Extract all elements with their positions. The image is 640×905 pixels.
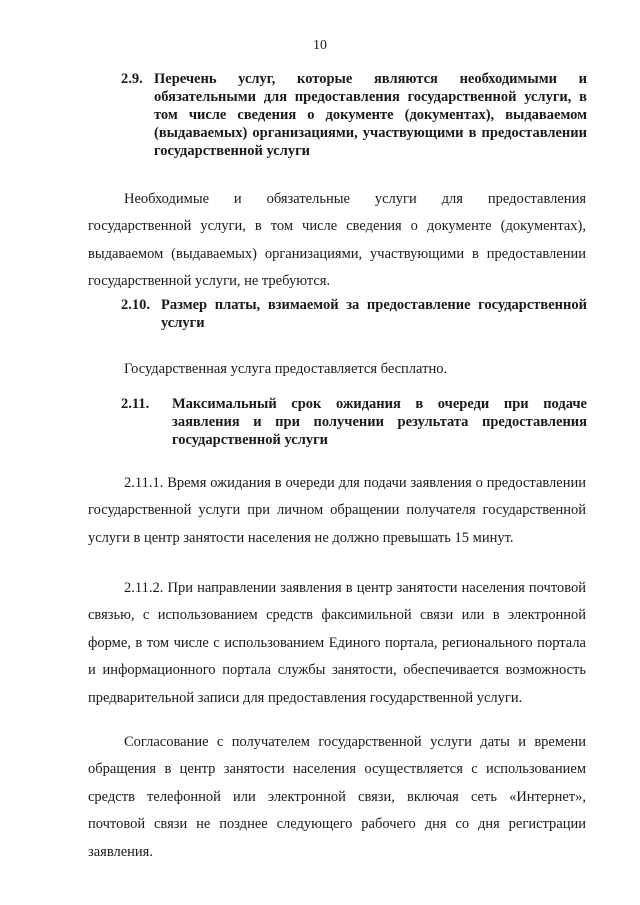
page-number: 10 [313, 38, 327, 53]
section-title: Максимальный срок ожидания в очереди при подаче заявления и при получении результата предоставления государственной услуги [172, 396, 587, 448]
paragraph-2-11-2-continued: Согласование с получателем государственной услуги даты и времени обращения в центр занятости населения осуществляется с использованием средств телефонной или электронной связи, включая сеть «Интернет», почтовой связи не позднее следующего рабочего дня со дня регистрации заявления. [88, 733, 586, 860]
paragraph-2-9: Необходимые и обязательные услуги для предоставления государственной услуги, в том числе сведения о документе (документах), выдаваемом (выдаваемых) организациями, участвующими в предоставлении государственной услуги, не требуются. [88, 190, 586, 289]
paragraph-2-11-1: 2.11.1. Время ожидания в очереди для подачи заявления о предоставлении государственной услуги при личном обращении получателя государственной услуги в центр занятости населения не должно превышать 15 минут. [88, 474, 586, 546]
section-number: 2.11. [121, 396, 150, 412]
section-heading-2-11 [121, 395, 587, 449]
section-number: 2.10. [121, 297, 150, 313]
paragraph-2-10: Государственная услуга предоставляется бесплатно. [124, 360, 448, 377]
section-title: Перечень услуг, которые являются необходимыми и обязательными для предоставления государственной услуги, в том числе сведения о документе (документах), выдаваемом (выдаваемых) организациями, участвующими в предоставлении государственной услуги [154, 71, 587, 159]
section-heading-2-10 [121, 296, 587, 332]
section-number: 2.9. [121, 71, 143, 87]
section-heading-2-9 [121, 70, 587, 160]
section-title: Размер платы, взимаемой за предоставление государственной услуги [161, 297, 587, 331]
paragraph-2-11-2: 2.11.2. При направлении заявления в центр занятости населения почтовой связью, с использованием средств факсимильной связи или в электронной форме, в том числе с использованием Единого портала, регионального портала и информационного портала службы занятости, обеспечивается возможность предварительной записи для предоставления государственной услуги. [88, 579, 586, 706]
